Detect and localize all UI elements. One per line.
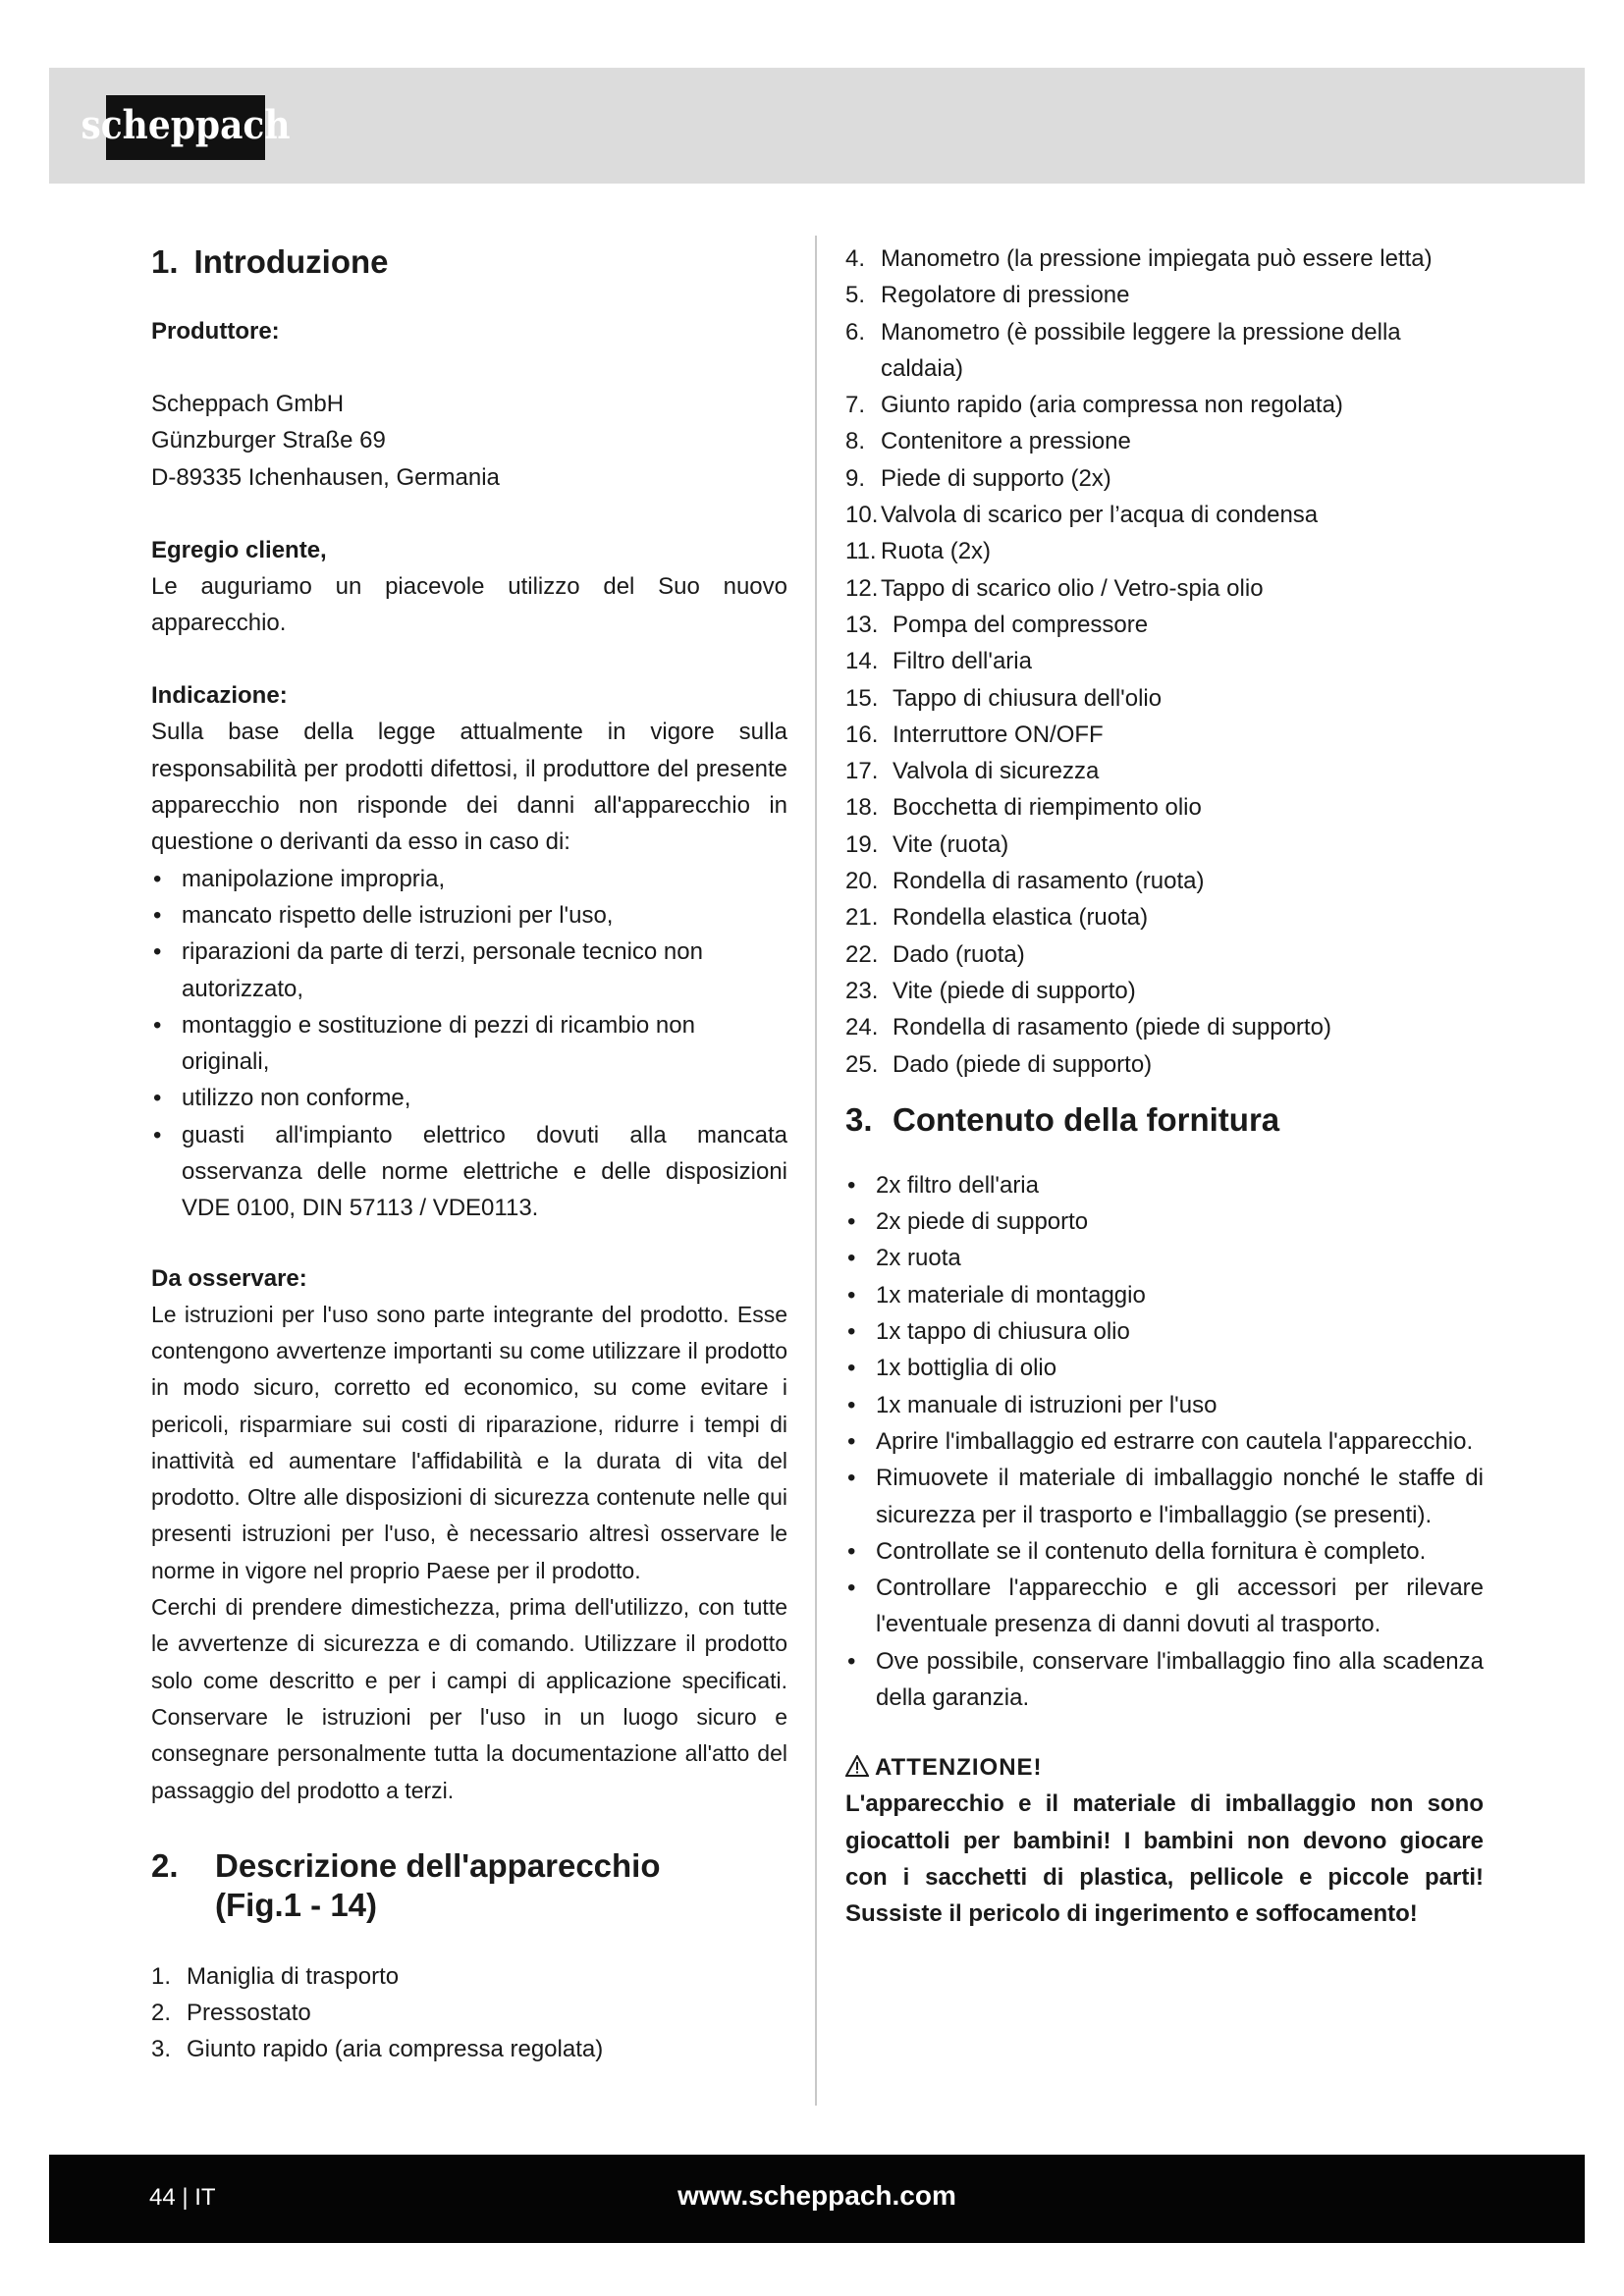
list-item: 10. Valvola di scarico per l’acqua di condensa — [845, 502, 1319, 529]
list-item: • 2x filtro dell'aria — [845, 1167, 1484, 1203]
list-item: • guasti all'impianto elettrico dovuti alla mancata osservanza delle norme elettriche e delle disposizioni VDE 0100, DIN 57113 / VDE0113. — [151, 1117, 787, 1227]
list-item: 25. Dado (piede di supporto) — [845, 1050, 1153, 1078]
producer-label: Produttore: — [151, 318, 280, 345]
warning-triangle-icon — [845, 1755, 869, 1777]
observe-label: Da osservare: — [151, 1264, 307, 1292]
list-item: 9. Piede di supporto (2x) — [845, 464, 1111, 492]
note-label: Indicazione: — [151, 682, 288, 710]
parts-list-start — [151, 1958, 787, 2068]
list-item: • 1x manuale di istruzioni per l'uso — [845, 1387, 1484, 1423]
list-item: • Controllare l'apparecchio e gli accessori per rilevare l'eventuale presenza di danni dovuti al trasporto. — [845, 1570, 1484, 1643]
dear-text: Le auguriamo un piacevole utilizzo del Suo nuovo apparecchio. — [151, 572, 787, 637]
list-item: 23. Vite (piede di supporto) — [845, 977, 1136, 1004]
right-column — [845, 240, 1484, 1932]
scope-list — [845, 1167, 1484, 1716]
list-item: 20. Rondella di rasamento (ruota) — [845, 868, 1205, 895]
producer-address: Scheppach GmbH Günzburger Straße 69 D-89335 Ichenhausen, Germania — [151, 391, 500, 491]
list-item: • 1x tappo di chiusura olio — [845, 1313, 1484, 1350]
list-item: • 1x materiale di montaggio — [845, 1277, 1484, 1313]
scope-heading: 3. Contenuto della fornitura — [845, 1100, 1280, 1138]
list-item: 22. Dado (ruota) — [845, 940, 1025, 968]
footer-bar — [49, 2155, 1585, 2243]
warning-text: L'apparecchio e il materiale di imballaggio non sono giocattoli per bambini! I bambini non devono giocare con i sacchetti di plastica, pellicole e piccole parti! Sussiste il pericolo di ingerimento e soffocamento! — [845, 1790, 1484, 1928]
list-item: • 1x bottiglia di olio — [845, 1350, 1484, 1386]
scheppach-logo: scheppach — [106, 95, 265, 160]
list-item: 18. Bocchetta di riempimento olio — [845, 794, 1202, 822]
website-link[interactable]: www.scheppach.com — [677, 2180, 956, 2211]
list-item: 19. Vite (ruota) — [845, 830, 1009, 858]
note-bullet-list — [151, 861, 787, 1227]
note-text: Sulla base della legge attualmente in vigore sulla responsabilità per prodotti difettosi, il produttore del presente apparecchio non risponde dei danni all'apparecchio in questione o derivanti da esso in caso di: — [151, 719, 787, 856]
list-item: 6. Manometro (è possibile leggere la pressione della caldaia) — [845, 318, 1401, 382]
observe-text-2: Cerchi di prendere dimestichezza, prima dell'utilizzo, con tutte le avvertenze di sicurezza e di comando. Utilizzare il prodotto solo come descritto e per i campi di applicazione specificati. Conservare le istruzioni per l'uso in un luogo sicuro e consegnare personalmente tutta la documentazione all'atto del passaggio del prodotto a terzi. — [151, 1594, 787, 1803]
list-item: 13. Pompa del compressore — [845, 611, 1149, 638]
list-item: 11. Ruota (2x) — [845, 538, 992, 565]
list-item: • manipolazione impropria, — [151, 861, 787, 897]
list-item: 14. Filtro dell'aria — [845, 648, 1032, 675]
list-item: 24. Rondella di rasamento (piede di supporto) — [845, 1014, 1331, 1041]
list-item: • montaggio e sostituzione di pezzi di ricambio non originali, — [151, 1007, 787, 1081]
list-item: 16. Interruttore ON/OFF — [845, 721, 1104, 748]
list-item: • mancato rispetto delle istruzioni per l'uso, — [151, 897, 787, 934]
column-divider — [815, 236, 817, 2106]
list-item: 7. Giunto rapido (aria compressa non regolata) — [845, 392, 1343, 419]
page-number: 44 | IT — [149, 2184, 216, 2211]
list-item: 1. Maniglia di trasporto — [151, 1962, 400, 1990]
list-item: • 2x piede di supporto — [845, 1203, 1484, 1240]
list-item: • Ove possibile, conservare l'imballaggio fino alla scadenza della garanzia. — [845, 1643, 1484, 1717]
left-column — [151, 240, 787, 2068]
list-item: • Rimuovete il materiale di imballaggio nonché le staffe di sicurezza per il trasporto e l'imballaggio (se presenti). — [845, 1460, 1484, 1533]
dear-label: Egregio cliente, — [151, 536, 327, 563]
warning-title: ATTENZIONE! — [845, 1749, 1484, 1786]
description-heading: 2. Descrizione dell'apparecchio (Fig.1 - 14) — [151, 1846, 661, 1923]
list-item: • utilizzo non conforme, — [151, 1080, 787, 1116]
list-item: 12. Tappo di scarico olio / Vetro-spia olio — [845, 574, 1264, 602]
list-item: 2. Pressostato — [151, 2000, 311, 2027]
list-item: • 2x ruota — [845, 1240, 1484, 1276]
list-item: 3. Giunto rapido (aria compressa regolata) — [151, 2036, 604, 2063]
observe-text-1: Le istruzioni per l'uso sono parte integrante del prodotto. Esse contengono avvertenze importanti su come utilizzare il prodotto in modo sicuro, corretto ed economico, su come evitare i pericoli, risparmiare sui costi di riparazione, ridurre i tempi di inattività ed aumentare l'affidabilità e la durata di vita del prodotto. Oltre alle disposizioni di sicurezza contenute nelle qui presenti istruzioni per l'uso, è necessario altresì osservare le norme in vigore nel proprio Paese per il prodotto. — [151, 1301, 787, 1583]
list-item: • Controllate se il contenuto della fornitura è completo. — [845, 1533, 1484, 1570]
parts-list-continued — [845, 240, 1484, 1083]
list-item: 5. Regolatore di pressione — [845, 282, 1130, 309]
header-band — [49, 68, 1585, 184]
intro-heading: 1. Introduzione — [151, 243, 389, 280]
list-item: 15. Tappo di chiusura dell'olio — [845, 684, 1163, 712]
list-item: 21. Rondella elastica (ruota) — [845, 904, 1149, 932]
list-item: 17. Valvola di sicurezza — [845, 758, 1100, 785]
list-item: 4. Manometro (la pressione impiegata può essere letta) — [845, 245, 1433, 272]
list-item: • riparazioni da parte di terzi, personale tecnico non autorizzato, — [151, 934, 787, 1007]
list-item: • Aprire l'imballaggio ed estrarre con cautela l'apparecchio. — [845, 1423, 1484, 1460]
list-item: 8. Contenitore a pressione — [845, 428, 1131, 455]
